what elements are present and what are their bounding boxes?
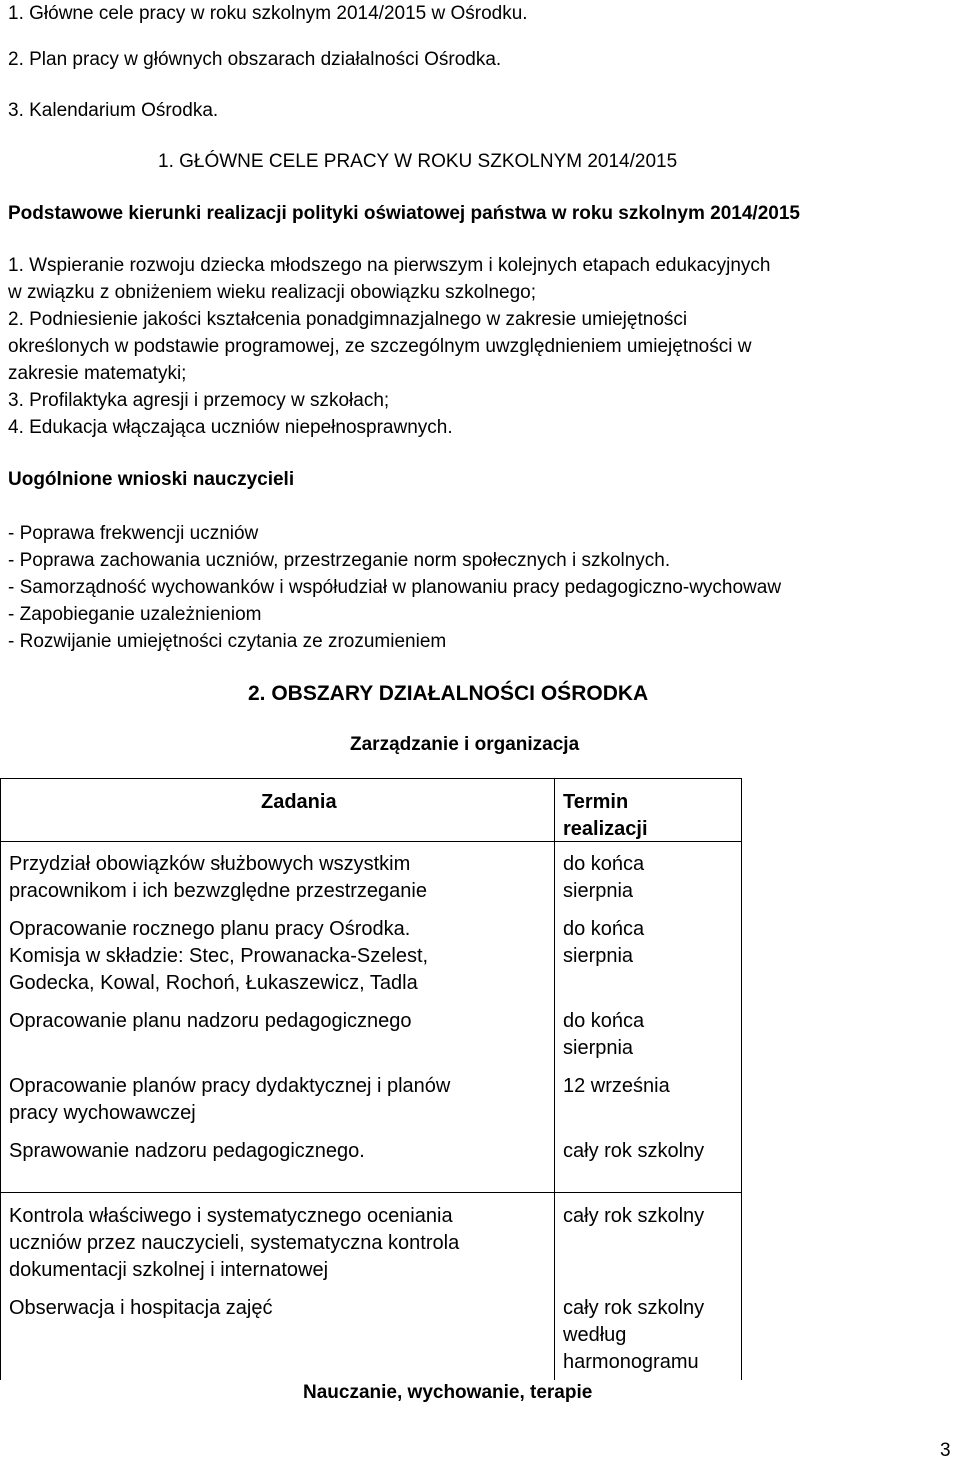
task-cell: Opracowanie rocznego planu pracy Ośrodka. Komisja w składzie: Stec, Prowanacka-Szelest, Godecka, Kowal, Rochoń, Łukaszewicz, Tadla xyxy=(9,918,429,994)
column-header-term: Termin realizacji xyxy=(563,791,648,840)
section-subheading: Zarządzanie i organizacja xyxy=(350,734,580,755)
column-divider xyxy=(554,779,555,1380)
section-title: 2. OBSZARY DZIAŁALNOŚCI OŚRODKA xyxy=(248,682,649,705)
goal-line: 4. Edukacja włączająca uczniów niepełnosprawnych. xyxy=(8,417,453,438)
row-divider xyxy=(1,1192,741,1193)
tasks-table xyxy=(0,778,742,1380)
term-cell: do końca sierpnia xyxy=(563,918,645,967)
term-cell: cały rok szkolny według harmonogramu xyxy=(563,1297,705,1373)
toc-item: 2. Plan pracy w głównych obszarach działalności Ośrodka. xyxy=(8,49,502,70)
goal-line: 1. Wspieranie rozwoju dziecka młodszego na pierwszym i kolejnych etapach edukacyjnych xyxy=(8,255,771,276)
task-cell: Obserwacja i hospitacja zajęć xyxy=(9,1297,273,1319)
next-section-heading: Nauczanie, wychowanie, terapie xyxy=(303,1382,593,1403)
task-cell: Opracowanie planu nadzoru pedagogicznego xyxy=(9,1010,412,1032)
goal-line: 2. Podniesienie jakości kształcenia ponadgimnazjalnego w zakresie umiejętności xyxy=(8,309,688,330)
section-subtitle: Podstawowe kierunki realizacji polityki oświatowej państwa w roku szkolnym 2014/2015 xyxy=(8,203,800,224)
term-cell: do końca sierpnia xyxy=(563,853,645,902)
toc-item: 3. Kalendarium Ośrodka. xyxy=(8,100,219,121)
term-cell: cały rok szkolny xyxy=(563,1140,705,1162)
goal-line: określonych w podstawie programowej, ze szczególnym uwzględnieniem umiejętności w xyxy=(8,336,752,357)
term-cell: cały rok szkolny xyxy=(563,1205,705,1227)
task-cell: Przydział obowiązków służbowych wszystkim pracownikom i ich bezwzględne przestrzeganie xyxy=(9,853,427,902)
toc-item: 1. Główne cele pracy w roku szkolnym 2014/2015 w Ośrodku. xyxy=(8,3,528,24)
term-cell: do końca sierpnia xyxy=(563,1010,645,1059)
conclusion-item: - Poprawa zachowania uczniów, przestrzeganie norm społecznych i szkolnych. xyxy=(8,550,671,571)
task-cell: Opracowanie planów pracy dydaktycznej i planów pracy wychowawczej xyxy=(9,1075,451,1124)
term-cell: 12 września xyxy=(563,1075,670,1097)
conclusion-item: - Poprawa frekwencji uczniów xyxy=(8,523,259,544)
goal-line: 3. Profilaktyka agresji i przemocy w szkołach; xyxy=(8,390,390,411)
goal-line: zakresie matematyki; xyxy=(8,363,187,384)
conclusion-item: - Rozwijanie umiejętności czytania ze zrozumieniem xyxy=(8,631,447,652)
section-title: 1. GŁÓWNE CELE PRACY W ROKU SZKOLNYM 2014/2015 xyxy=(158,151,678,172)
conclusion-item: - Zapobieganie uzależnieniom xyxy=(8,604,262,625)
column-header-tasks: Zadania xyxy=(261,791,337,813)
page-number: 3 xyxy=(940,1440,951,1461)
task-cell: Kontrola właściwego i systematycznego oceniania uczniów przez nauczycieli, systematyczna kontrola dokumentacji szkolnej i internatowej xyxy=(9,1205,460,1281)
task-cell: Sprawowanie nadzoru pedagogicznego. xyxy=(9,1140,365,1162)
conclusions-heading: Uogólnione wnioski nauczycieli xyxy=(8,469,295,490)
conclusion-item: - Samorządność wychowanków i współudział w planowaniu pracy pedagogiczno-wychowaw xyxy=(8,577,782,598)
goal-line: w związku z obniżeniem wieku realizacji obowiązku szkolnego; xyxy=(8,282,537,303)
